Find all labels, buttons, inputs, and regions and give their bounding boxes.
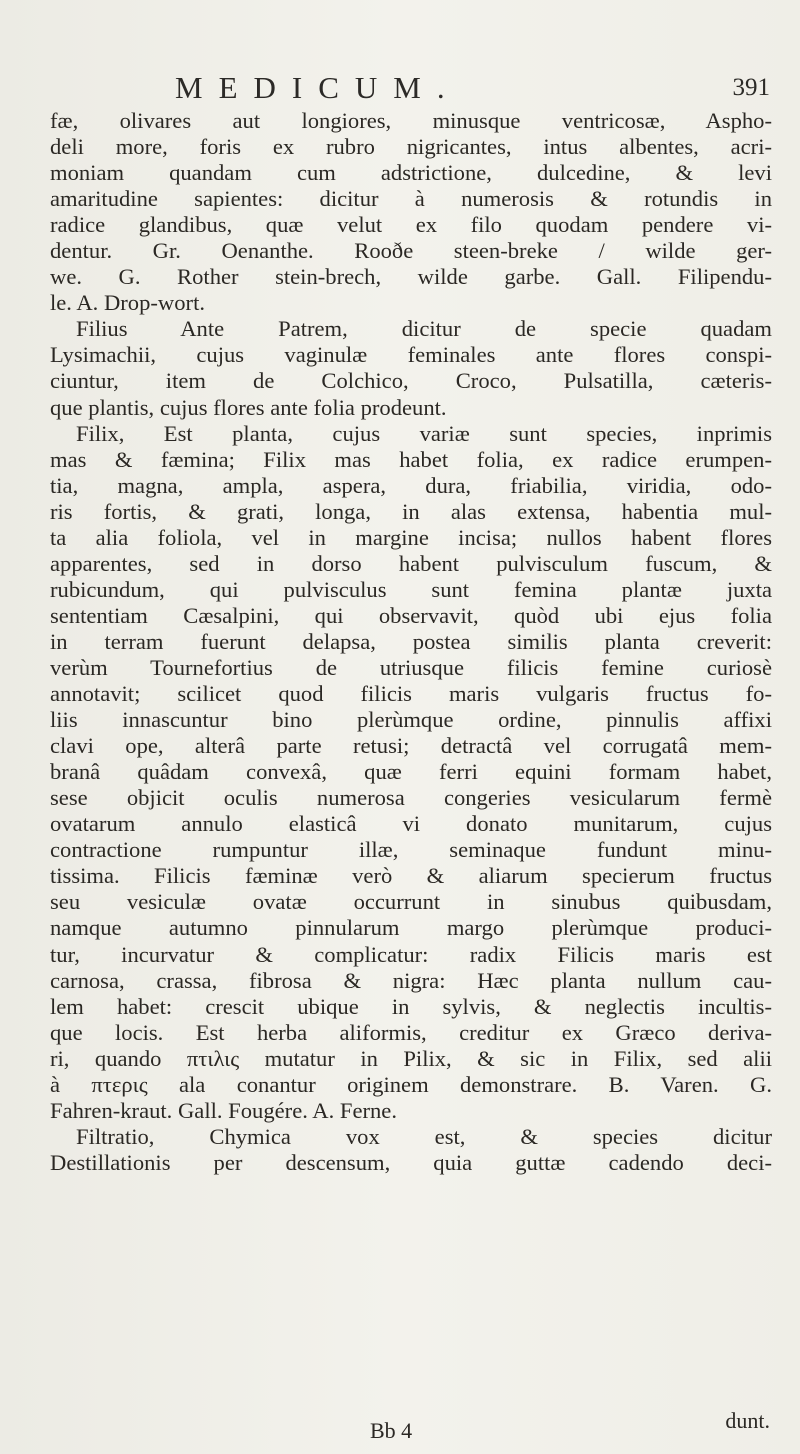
text-line: sententiam Cæsalpini, qui observavit, quòd ubi ejus folia <box>50 602 772 628</box>
text-line: radice glandibus, quæ velut ex filo quodam pendere vi- <box>50 212 772 238</box>
text-line: annotavit; scilicet quod filicis maris vulgaris fructus fo- <box>50 681 772 707</box>
text-line: verùm Tournefortius de utriusque filicis femine curiosè <box>50 654 772 680</box>
text-line: le. A. Drop-wort. <box>50 290 205 316</box>
text-line: apparentes, sed in dorso habent pulvisculum fuscum, & <box>50 550 772 576</box>
running-title: MEDICUM. <box>175 70 461 105</box>
text-line: ovatarum annulo elasticâ vi donato munitarum, cujus <box>50 811 772 837</box>
text-line: amaritudine sapientes: dicitur à numerosis & rotundis in <box>50 186 772 212</box>
text-line: ciuntur, item de Colchico, Croco, Pulsatilla, cæteris- <box>50 368 772 394</box>
entry-line-filix: Filix, Est planta, cujus variæ sunt species, inprimis <box>76 420 772 446</box>
text-line: ta alia foliola, vel in margine incisa; nullos habent flores <box>50 524 772 550</box>
text-line: moniam quandam cum adstrictione, dulcedine, & levi <box>50 160 772 186</box>
text-line: liis innascuntur bino plerùmque ordine, pinnulis affixi <box>50 707 772 733</box>
catchword: dunt. <box>725 1408 770 1433</box>
text-line: que plantis, cujus flores ante folia prodeunt. <box>50 394 447 420</box>
text-line: namque autumno pinnularum margo plerùmque produci- <box>50 915 772 941</box>
signature-mark: Bb 4 <box>370 1418 413 1443</box>
text-line: clavi ope, alterâ parte retusi; detractâ vel corrugatâ mem- <box>50 733 772 759</box>
running-head <box>0 70 800 104</box>
text-line: tur, incurvatur & complicatur: radix Filicis maris est <box>50 941 772 967</box>
text-line: we. G. Rother stein-brech, wilde garbe. Gall. Filipendu- <box>50 264 772 290</box>
text-line: carnosa, crassa, fibrosa & nigra: Hæc planta nullum cau- <box>50 967 772 993</box>
text-line: rubicundum, qui pulvisculus sunt femina plantæ juxta <box>50 576 772 602</box>
text-line: tia, magna, ampla, aspera, dura, friabilia, viridia, odo- <box>50 472 772 498</box>
text-line: branâ quâdam convexâ, quæ ferri equini formam habet, <box>50 759 772 785</box>
text-line: Destillationis per descensum, quia guttæ cadendo deci- <box>50 1149 772 1175</box>
text-line: ris fortis, & grati, longa, in alas extensa, habentia mul- <box>50 498 772 524</box>
text-line: mas & fæmina; Filix mas habet folia, ex radice erumpen- <box>50 446 772 472</box>
text-line: Lysimachii, cujus vaginulæ feminales ante flores conspi- <box>50 342 772 368</box>
entry-line-filius-ante-patrem: Filius Ante Patrem, dicitur de specie quadam <box>76 316 772 342</box>
text-line: fæ, olivares aut longiores, minusque ventricosæ, Aspho- <box>50 108 772 133</box>
text-line: Fahren-kraut. Gall. Fougére. A. Ferne. <box>50 1097 397 1123</box>
text-line: in terram fuerunt delapsa, postea similis planta creverit: <box>50 628 772 654</box>
body-text <box>50 108 772 1176</box>
text-line: dentur. Gr. Oenanthe. Rooðe steen-breke / wilde ger- <box>50 238 772 264</box>
page-footer <box>0 1408 800 1448</box>
entry-line-filtratio: Filtratio, Chymica vox est, & species dicitur <box>76 1123 772 1149</box>
text-line: que locis. Est herba aliformis, creditur ex Græco deriva- <box>50 1019 772 1045</box>
text-line: ri, quando πτιλις mutatur in Pilix, & sic in Filix, sed alii <box>50 1045 772 1071</box>
text-line: seu vesiculæ ovatæ occurrunt in sinubus quibusdam, <box>50 889 772 915</box>
text-line: tissima. Filicis fæminæ verò & aliarum specierum fructus <box>50 863 772 889</box>
text-line: lem habet: crescit ubique in sylvis, & neglectis incultis- <box>50 993 772 1019</box>
text-line: contractione rumpuntur illæ, seminaque fundunt minu- <box>50 837 772 863</box>
text-line: à πτερις ala conantur originem demonstrare. B. Varen. G. <box>50 1071 772 1097</box>
text-line: sese objicit oculis numerosa congeries vesicularum fermè <box>50 785 772 811</box>
page-number: 391 <box>732 74 770 101</box>
text-line: deli more, foris ex rubro nigricantes, intus albentes, acri- <box>50 134 772 160</box>
